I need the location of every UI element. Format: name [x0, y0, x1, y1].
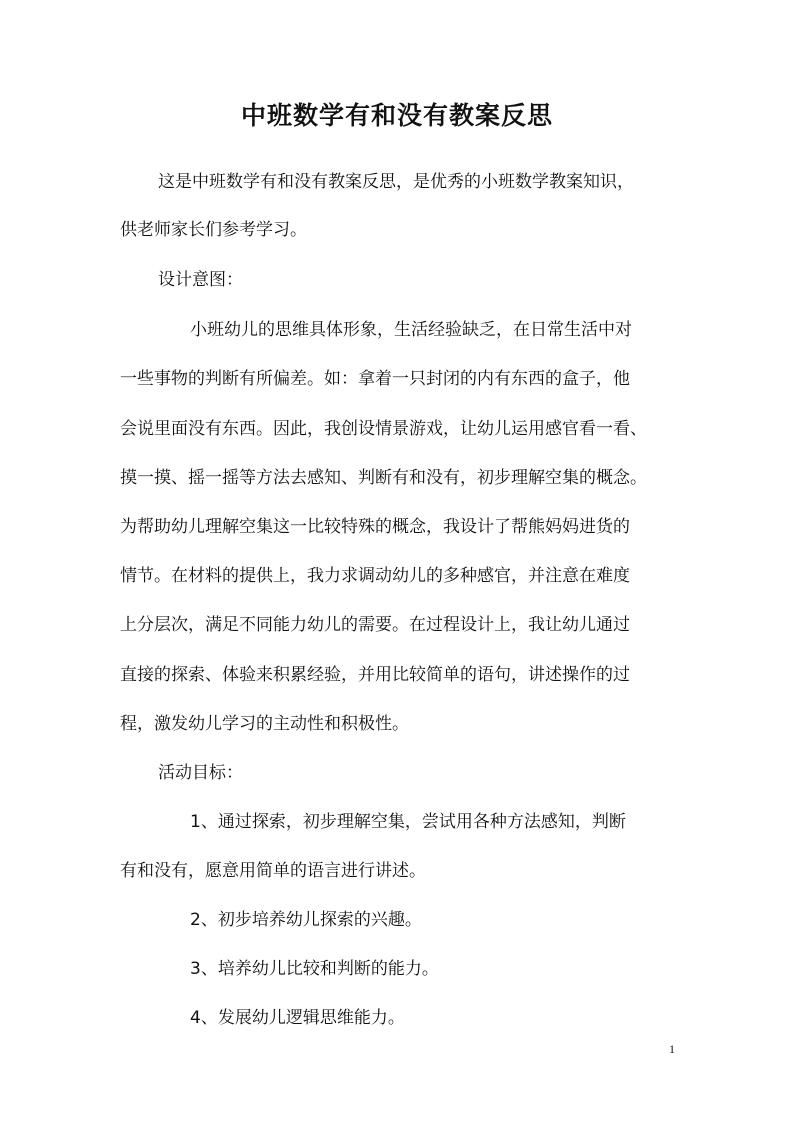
design-paragraph-line-4: 摸一摸、摇一摇等方法去感知、判断有和没有，初步理解空集的概念。	[120, 468, 647, 488]
design-paragraph-line-6: 情节。在材料的提供上，我力求调动幼儿的多种感官，并注意在难度	[120, 566, 630, 586]
design-paragraph-line-1: 小班幼儿的思维具体形象，生活经验缺乏，在日常生活中对	[190, 320, 632, 340]
intro-line-2: 供老师家长们参考学习。	[120, 220, 307, 240]
intro-line-1: 这是中班数学有和没有教案反思，是优秀的小班数学教案知识，	[158, 172, 634, 192]
goal-1-line-2: 有和没有，愿意用简单的语言进行讲述。	[120, 861, 426, 881]
goal-2: 2、初步培养幼儿探索的兴趣。	[190, 910, 422, 930]
design-heading: 设计意图：	[158, 270, 243, 290]
document-title: 中班数学有和没有教案反思	[240, 101, 553, 130]
goal-1-line-1: 1、通过探索，初步理解空集，尝试用各种方法感知，判断	[190, 812, 626, 832]
page-number: 1	[669, 1042, 675, 1056]
goal-3: 3、培养幼儿比较和判断的能力。	[190, 959, 439, 979]
design-paragraph-line-3: 会说里面没有东西。因此，我创设情景游戏，让幼儿运用感官看一看、	[120, 419, 647, 439]
design-paragraph-line-8: 直接的探索、体验来积累经验，并用比较简单的语句，讲述操作的过	[120, 665, 630, 685]
goal-4: 4、发展幼儿逻辑思维能力。	[190, 1008, 405, 1028]
design-paragraph-line-9: 程，激发幼儿学习的主动性和积极性。	[120, 714, 409, 734]
design-paragraph-line-7: 上分层次，满足不同能力幼儿的需要。在过程设计上，我让幼儿通过	[120, 615, 630, 635]
design-paragraph-line-2: 一些事物的判断有所偏差。如：拿着一只封闭的内有东西的盒子，他	[120, 369, 630, 389]
design-paragraph-line-5: 为帮助幼儿理解空集这一比较特殊的概念，我设计了帮熊妈妈进货的	[120, 517, 630, 537]
goals-heading: 活动目标：	[158, 763, 243, 783]
